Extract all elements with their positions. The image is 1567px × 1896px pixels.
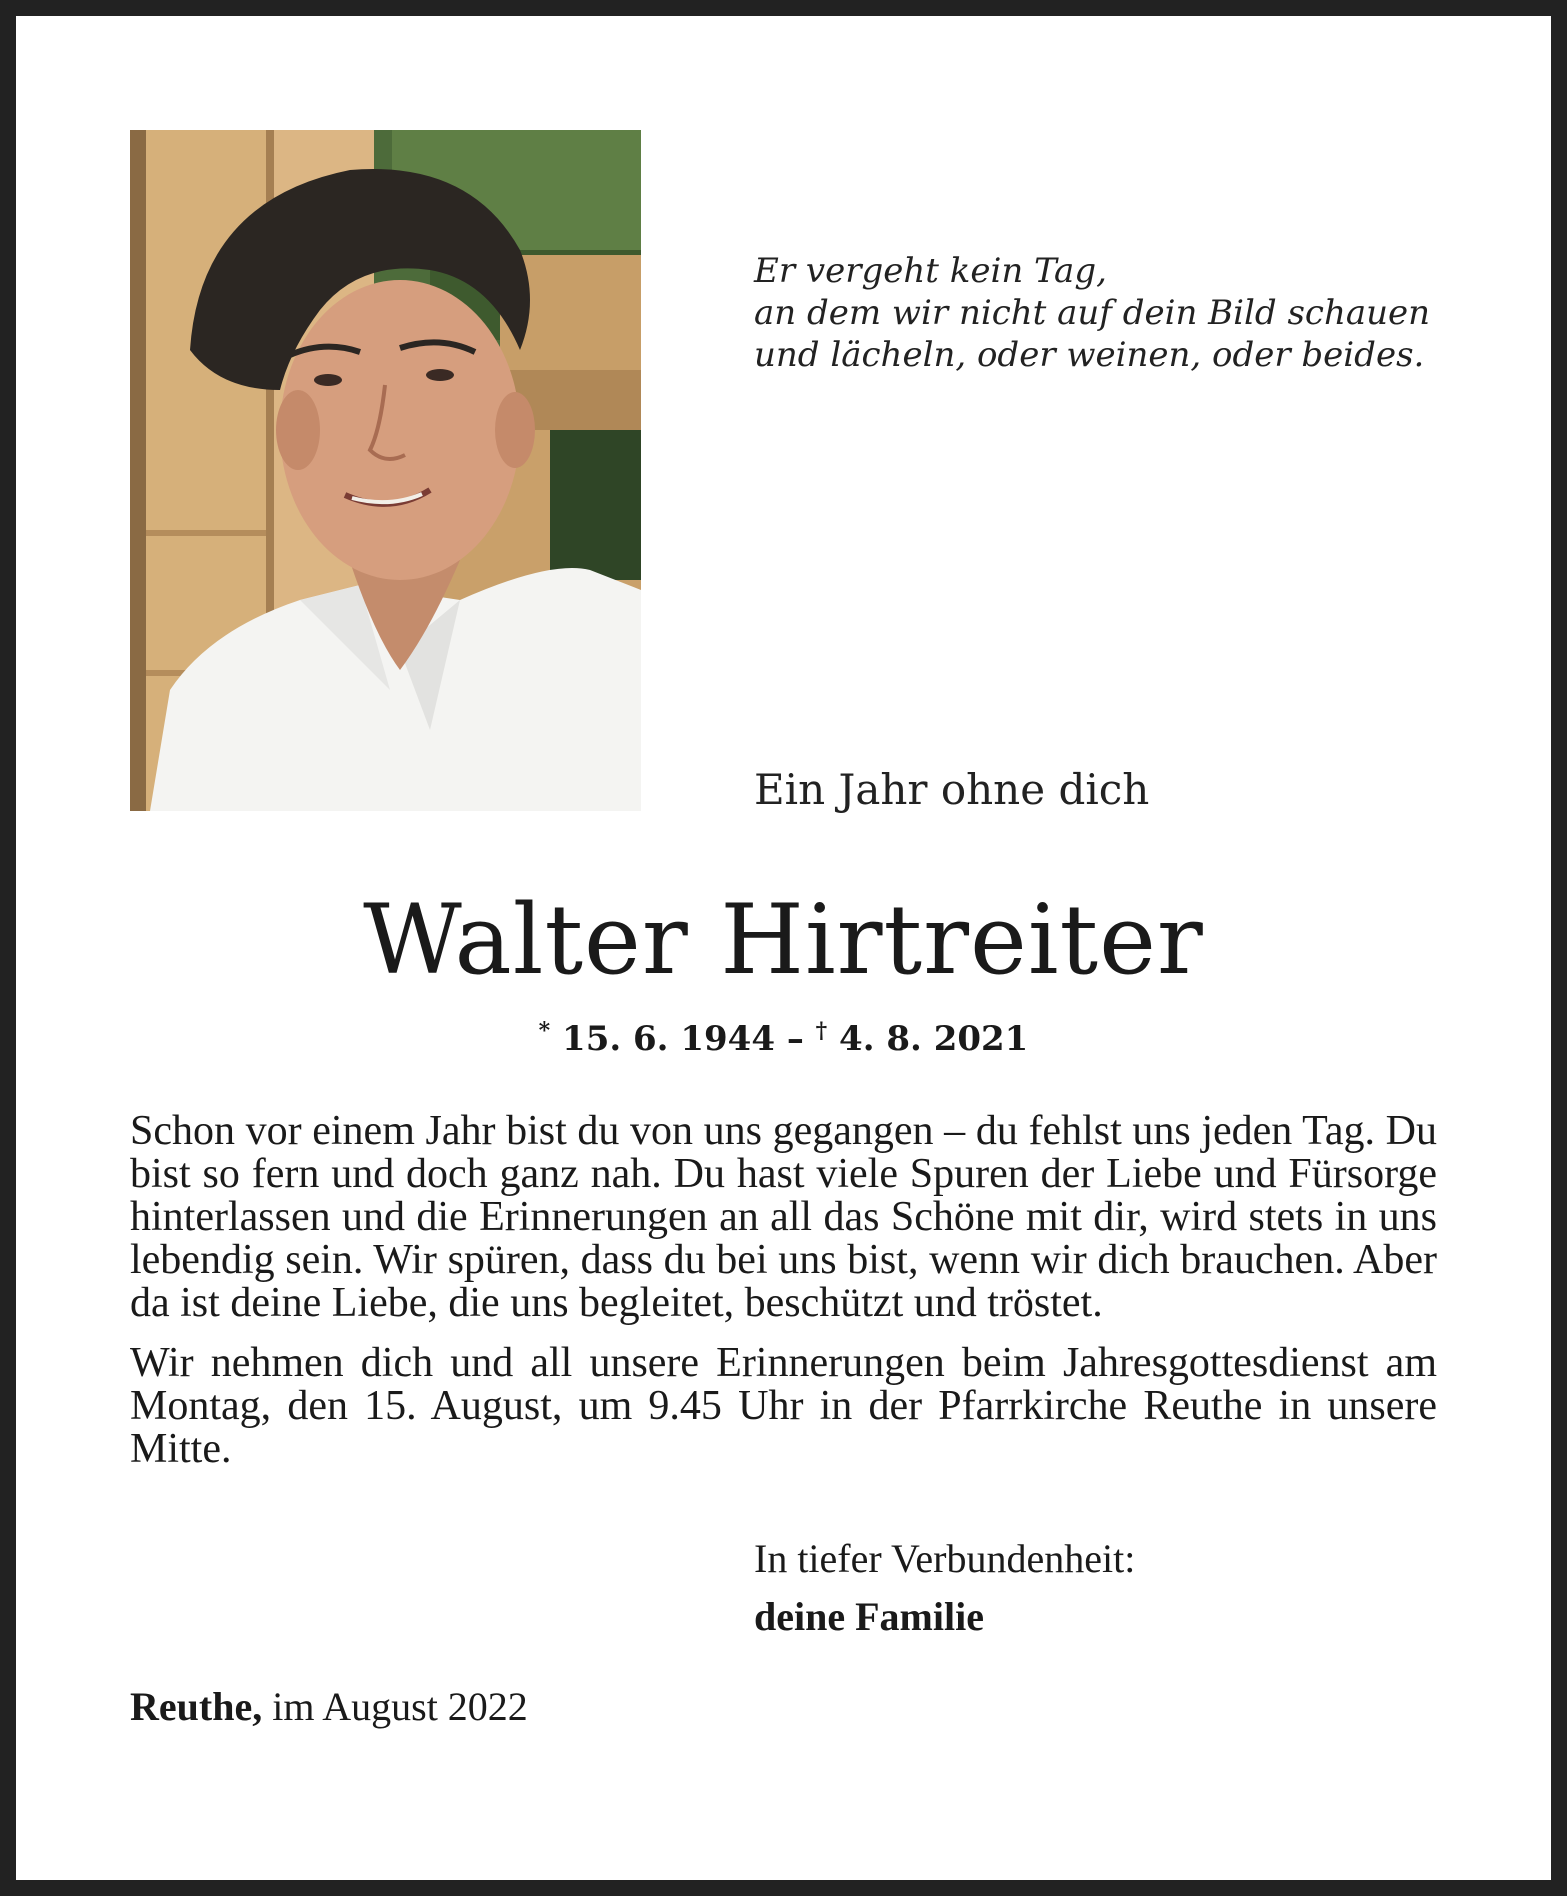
place-name: Reuthe, [130,1684,263,1729]
paragraph-remembrance [130,1110,1437,1325]
verse-line: und lächeln, oder weinen, oder beides. [754,335,1425,375]
portrait-photo [130,130,641,811]
closing-block [754,1530,1135,1646]
text-line: lebendig sein. Wir spüren, dass du bei uns bist, wenn wir dich brauchen. Aber [130,1237,1437,1283]
text-line: hinterlassen und die Erinnerungen an all das Schöne mit dir, wird stets in uns [130,1194,1437,1240]
text-line: Wir nehmen dich und all unsere Erinnerungen beim Jahresgottesdienst am [130,1340,1437,1386]
place-date [130,1682,528,1732]
birth-date: 15. 6. 1944 [562,1019,775,1059]
text-line: da ist deine Liebe, die uns begleitet, beschützt und tröstet. [130,1280,1103,1326]
text-line: Montag, den 15. August, um 9.45 Uhr in der Pfarrkirche Reuthe in unsere [130,1383,1437,1429]
text-line: Mitte. [130,1426,232,1472]
subtitle: Ein Jahr ohne dich [754,765,1150,814]
birth-symbol: * [538,1018,551,1044]
verse-line: Er vergeht kein Tag, [754,251,1107,291]
verse-line: an dem wir nicht auf dein Bild schauen [754,293,1431,333]
date-text: im August 2022 [272,1684,528,1729]
text-line: Schon vor einem Jahr bist du von uns gegangen – du fehlst uns jeden Tag. Du [130,1108,1437,1154]
memorial-verse [754,250,1430,376]
death-symbol: † [815,1018,828,1044]
signature: deine Familie [754,1594,984,1639]
life-dates [0,1010,1567,1060]
deceased-name: Walter Hirtreiter [363,884,1204,996]
text-line: bist so fern und doch ganz nah. Du hast viele Spuren der Liebe und Fürsorge [130,1151,1437,1197]
paragraph-service [130,1342,1437,1471]
closing-line: In tiefer Verbundenheit: [754,1536,1136,1581]
date-separator: – [786,1019,804,1059]
death-date: 4. 8. 2021 [839,1019,1029,1059]
